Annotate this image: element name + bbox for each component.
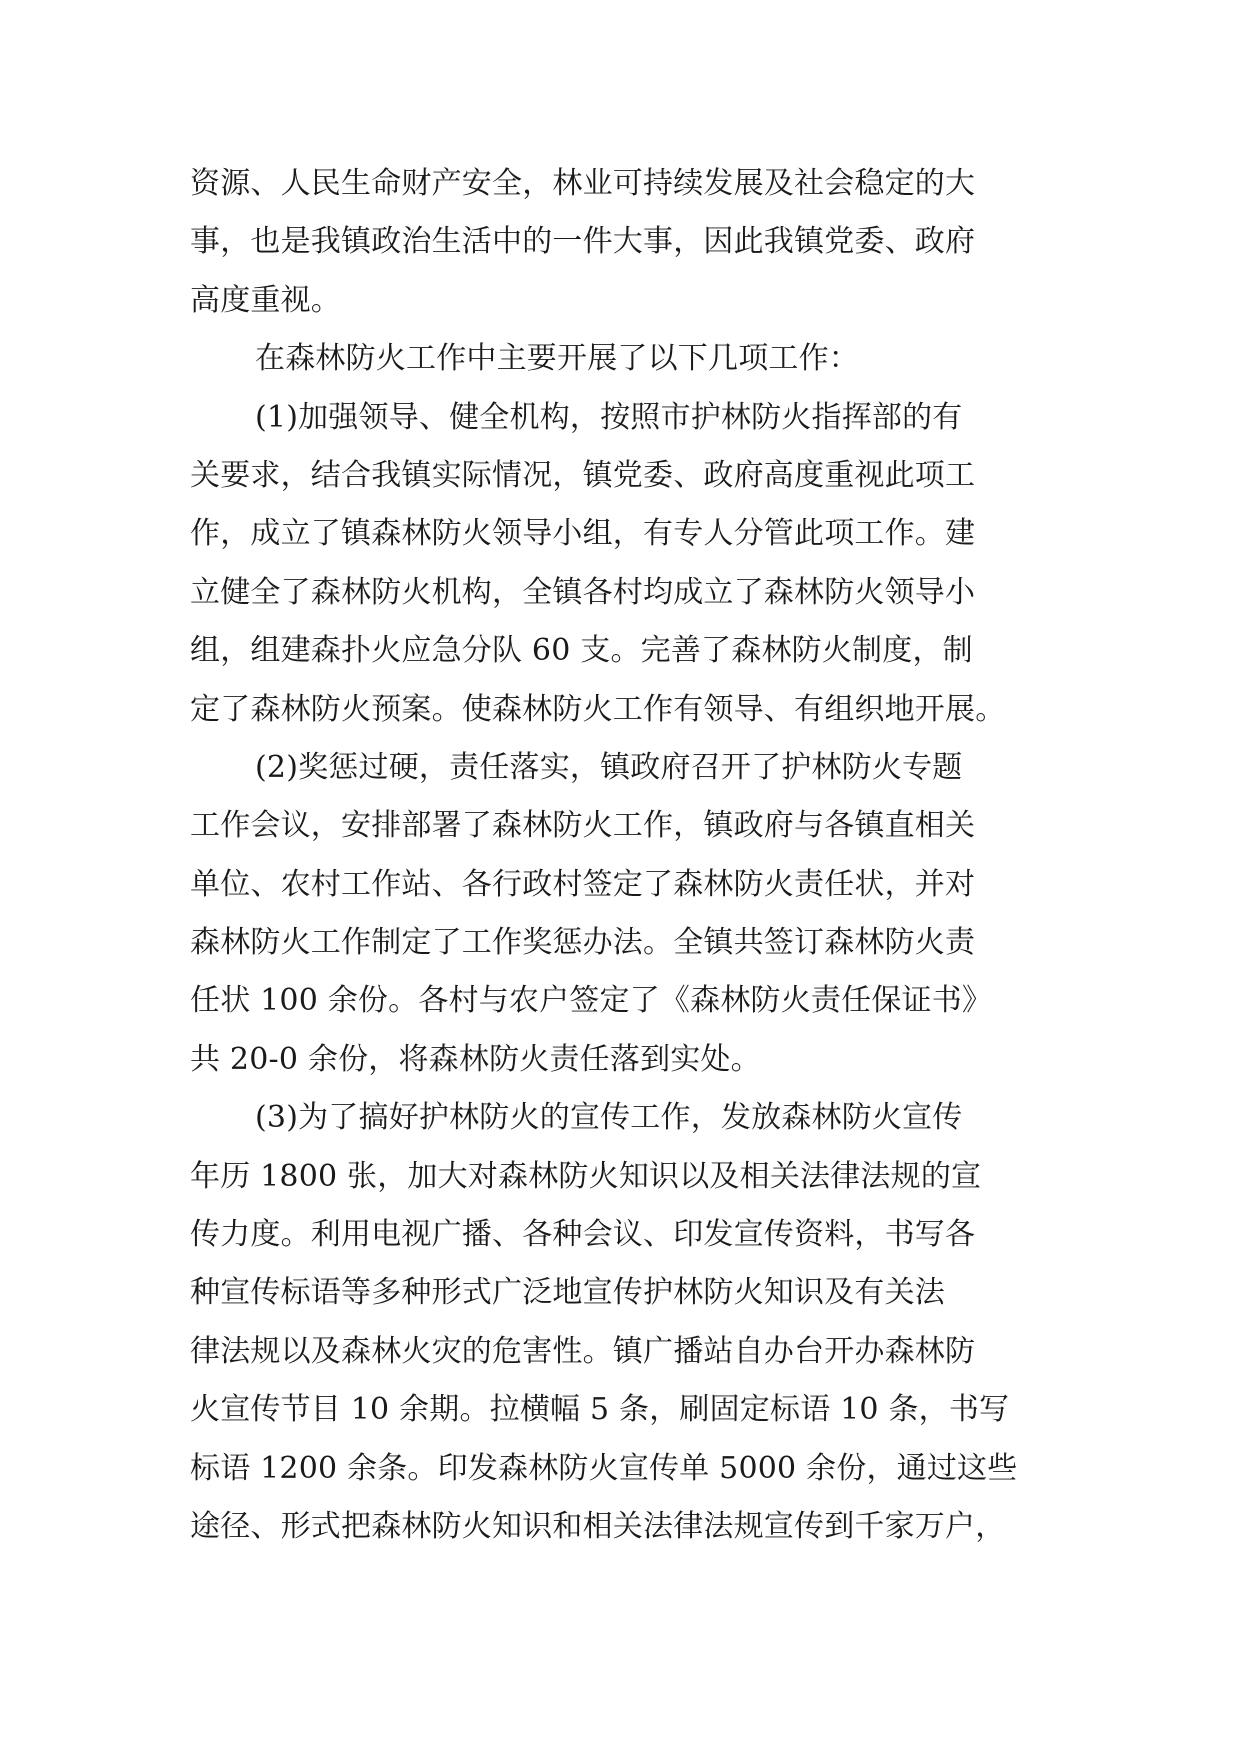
item-3-first-line: (3)为了搞好护林防火的宣传工作，发放森林防火宣传 (255, 1100, 963, 1136)
text-line: 共 20-0 余份，将森林防火责任落到实处。 (190, 1041, 761, 1077)
text-line: 作，成立了镇森林防火领导小组，有专人分管此项工作。建 (190, 516, 976, 552)
text-line: 关要求，结合我镇实际情况，镇党委、政府高度重视此项工 (190, 457, 976, 493)
item-2-first-line: (2)奖惩过硬，责任落实，镇政府召开了护林防火专题 (255, 749, 963, 785)
text-line: 传力度。利用电视广播、各种会议、印发宣传资料，书写各 (190, 1217, 976, 1253)
text-line: 组，组建森扑火应急分队 60 支。完善了森林防火制度，制 (190, 633, 973, 669)
text-line: 立健全了森林防火机构，全镇各村均成立了森林防火领导小 (190, 574, 976, 610)
text-line: 种宣传标语等多种形式广泛地宣传护林防火知识及有关法 (190, 1275, 945, 1311)
text-line: 标语 1200 余条。印发森林防火宣传单 5000 余份，通过这些 (190, 1450, 1018, 1486)
text-line: 高度重视。 (190, 282, 341, 318)
text-line: 任状 100 余份。各村与农户签定了《森林防火责任保证书》 (190, 983, 993, 1019)
text-line: 事，也是我镇政治生活中的一件大事，因此我镇党委、政府 (190, 224, 976, 260)
text-line: 定了森林防火预案。使森林防火工作有领导、有组织地开展。 (190, 691, 1006, 727)
document-body (190, 155, 1050, 1556)
text-line: 火宣传节目 10 余期。拉横幅 5 条，刷固定标语 10 条，书写 (190, 1392, 1010, 1428)
paragraph-intro-line: 在森林防火工作中主要开展了以下几项工作： (255, 341, 859, 377)
text-line: 工作会议，安排部署了森林防火工作，镇政府与各镇直相关 (190, 808, 976, 844)
item-1-first-line: (1)加强领导、健全机构，按照市护林防火指挥部的有 (255, 399, 963, 435)
text-line: 资源、人民生命财产安全，林业可持续发展及社会稳定的大 (190, 166, 976, 201)
text-line: 单位、农村工作站、各行政村签定了森林防火责任状，并对 (190, 866, 976, 902)
text-line: 律法规以及森林火灾的危害性。镇广播站自办台开办森林防 (190, 1333, 976, 1369)
text-line: 森林防火工作制定了工作奖惩办法。全镇共签订森林防火责 (190, 925, 976, 961)
text-line: 途径、形式把森林防火知识和相关法律法规宣传到千家万户， (190, 1508, 1006, 1544)
text-line: 年历 1800 张，加大对森林防火知识以及相关法律法规的宣 (190, 1158, 982, 1194)
